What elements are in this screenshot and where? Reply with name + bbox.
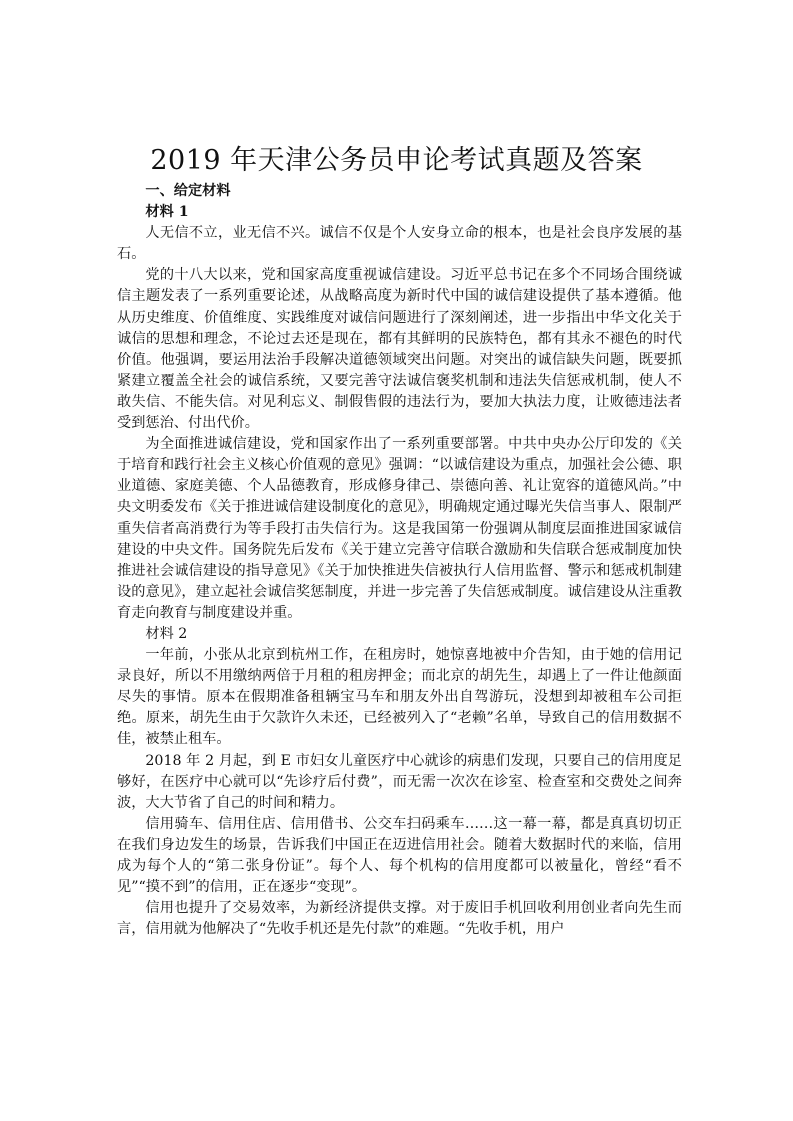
paragraph: 信用也提升了交易效率，为新经济提供支撑。对于废旧手机回收利用创业者向先生而言，信用就为他解决了“先收手机还是先付款”的难题。“先收手机，用户	[117, 900, 682, 938]
material-2-label: 材料 2	[145, 625, 188, 642]
paragraph: 党的十八大以来，党和国家高度重视诚信建设。习近平总书记在多个不同场合围绕诚信主题发表了一系列重要论述，从战略高度为新时代中国的诚信建设提供了基本遵循。他从历史维度、价值维度、实践维度对诚信问题进行了深刻阐述，进一步指出中华文化关于诚信的思想和理念，不论过去还是现在，都有其鲜明的民族特色，都有其永不褪色的时代价值。他强调，要运用法治手段解决道德领域突出问题。对突出的诚信缺失问题，既要抓紧建立覆盖全社会的诚信系统，又要完善守法诚信褒奖机制和违法失信惩戒机制，使人不敢失信、不能失信。对见利忘义、制假售假的违法行为，要加大执法力度，让败德违法者受到惩治、付出代价。	[117, 267, 682, 432]
paragraph: 信用骑车、信用住店、信用借书、公交车扫码乘车……这一幕一幕，都是真真切切正在我们身边发生的场景，告诉我们中国正在迈进信用社会。随着大数据时代的来临，信用成为每个人的“第二张身份证”。每个人、每个机构的信用度都可以被量化，曾经“看不见”“摸不到”的信用，正在逐步“变现”。	[117, 815, 682, 896]
document-title: 2019 年天津公务员申论考试真题及答案	[150, 145, 643, 176]
paragraph: 一年前，小张从北京到杭州工作，在租房时，她惊喜地被中介告知，由于她的信用记录良好，所以不用缴纳两倍于月租的租房押金；而北京的胡先生，却遇上了一件让他颜面尽失的事情。原本在假期准备租辆宝马车和朋友外出自驾游玩，没想到却被租车公司拒绝。原来，胡先生由于欠款许久未还，已经被列入了“老赖”名单，导致自己的信用数据不佳，被禁止租车。	[117, 647, 682, 748]
paragraph: 2018 年 2 月起，到 E 市妇女儿童医疗中心就诊的病患们发现，只要自己的信用度足够好，在医疗中心就可以“先诊疗后付费”，而无需一次次在诊室、检查室和交费处之间奔波，大大节省了自己的时间和精力。	[117, 752, 682, 811]
paragraph: 为全面推进诚信建设，党和国家作出了一系列重要部署。中共中央办公厅印发的《关于培育和践行社会主义核心价值观的意见》强调：“以诚信建设为重点，加强社会公德、职业道德、家庭美德、个人品德教育，形成修身律己、崇德向善、礼让宽容的道德风尚。”中央文明委发布《关于推进诚信建设制度化的意见》，明确规定通过曝光失信当事人、限制严重失信者高消费行为等手段打击失信行为。这是我国第一份强调从制度层面推进国家诚信建设的中央文件。国务院先后发布《关于建立完善守信联合激励和失信联合惩戒制度加快推进社会诚信建设的指导意见》《关于加快推进失信被执行人信用监督、警示和惩戒机制建设的意见》，建立起社会诚信奖惩制度，并进一步完善了失信惩戒制度。诚信建设从注重教育走向教育与制度建设并重。	[117, 436, 682, 621]
section-heading: 一、给定材料	[145, 183, 231, 199]
paragraph: 人无信不立，业无信不兴。诚信不仅是个人安身立命的根本，也是社会良序发展的基石。	[117, 225, 682, 263]
material-1-label: 材料 1	[145, 204, 189, 221]
document-body	[117, 181, 682, 940]
